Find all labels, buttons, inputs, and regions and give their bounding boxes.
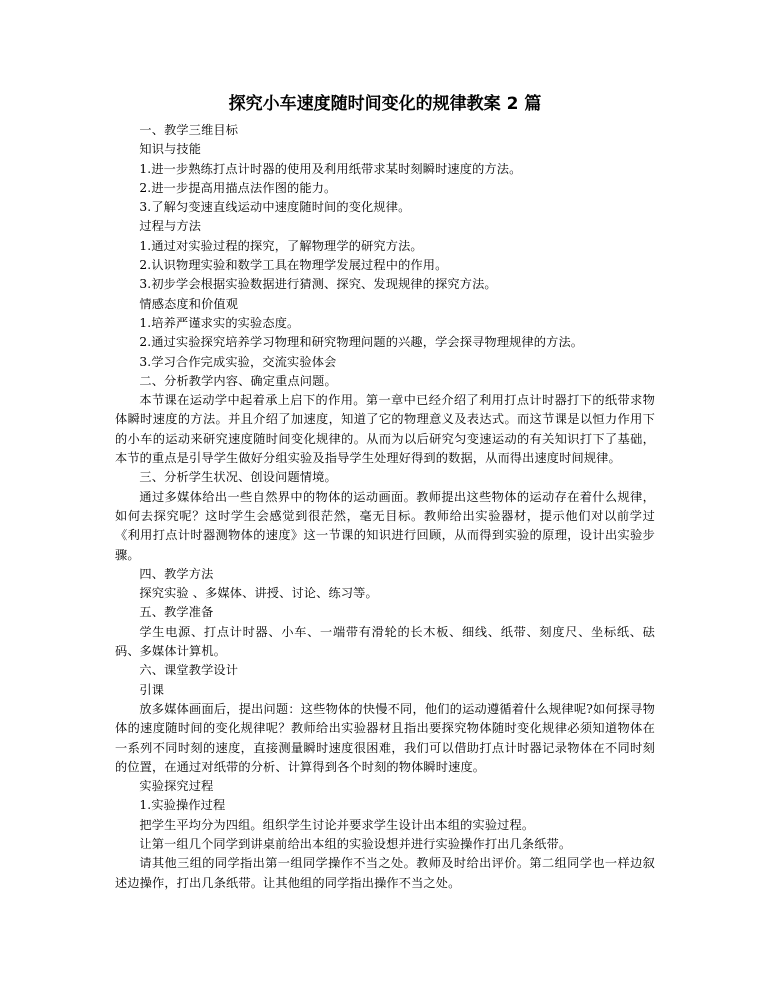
document-body <box>115 121 655 893</box>
paragraph: 让第一组几个同学到讲桌前给出本组的实验设想并进行实验操作打出几条纸带。 <box>139 836 572 851</box>
paragraph: 2.通过实验探究培养学习物理和研究物理问题的兴趣，学会探寻物理规律的方法。 <box>139 335 584 350</box>
paragraph: 引课 <box>139 682 165 697</box>
paragraph: 放多媒体画面后，提出问题：这些物体的快慢不同，他们的运动遵循着什么规律呢?如何探寻物体的速度随时间的变化规律呢？教师给出实验器材且指出要探究物体随时变化规律必须知道物体在一系列不同时刻的速度，直接测量瞬时速度很困难，我们可以借助打点计时器记录物体在不同时刻的位置，在通过对纸带的分析、计算得到各个时刻的物体瞬时速度。 <box>115 701 655 774</box>
document-title: 探究小车速度随时间变化的规律教案 2 篇 <box>228 94 542 114</box>
paragraph: 学生电源、打点计时器、小车、一端带有滑轮的长木板、细线、纸带、刻度尺、坐标纸、砝码、多媒体计算机。 <box>115 624 655 659</box>
paragraph: 通过多媒体给出一些自然界中的物体的运动画面。教师提出这些物体的运动存在着什么规律，如何去探究呢？这时学生会感觉到很茫然，毫无目标。教师给出实验器材，提示他们对以前学过《利用打点计时器测物体的速度》这一节课的知识进行回顾，从而得到实验的原理，设计出实验步骤。 <box>115 489 655 562</box>
paragraph: 1.通过对实验过程的探究，了解物理学的研究方法。 <box>139 238 423 253</box>
paragraph: 3.初步学会根据实验数据进行猜测、探究、发现规律的探究方法。 <box>139 277 497 292</box>
paragraph: 1.培养严谨求实的实验态度。 <box>139 315 300 330</box>
paragraph: 2.认识物理实验和数学工具在物理学发展过程中的作用。 <box>139 258 448 273</box>
paragraph: 知识与技能 <box>139 142 202 157</box>
paragraph: 本节课在运动学中起着承上启下的作用。第一章中已经介绍了利用打点计时器打下的纸带求物体瞬时速度的方法。并且介绍了加速度，知道了它的物理意义及表达式。而这节课是以恒力作用下的小车的运动来研究速度随时间变化规律的。从而为以后研究匀变速运动的有关知识打下了基础，本节的重点是引导学生做好分组实验及指导学生处理好得到的数据，从而得出速度时间规律。 <box>115 393 655 466</box>
paragraph: 情感态度和价值观 <box>139 296 239 311</box>
paragraph: 3.了解匀变速直线运动中速度随时间的变化规律。 <box>139 200 411 215</box>
paragraph: 实验探究过程 <box>139 779 214 794</box>
paragraph: 探究实验 、多媒体、讲授、讨论、练习等。 <box>139 586 378 601</box>
paragraph: 过程与方法 <box>139 219 202 234</box>
paragraph: 三、分析学生状况、创设问题情境。 <box>139 470 337 485</box>
paragraph: 六、课堂教学设计 <box>139 663 239 678</box>
paragraph: 1.实验操作过程 <box>139 798 226 813</box>
paragraph: 四、教学方法 <box>139 566 214 581</box>
paragraph: 3.学习合作完成实验，交流实验体会 <box>139 354 337 369</box>
document-page <box>115 93 655 893</box>
paragraph: 2.进一步提高用描点法作图的能力。 <box>139 180 337 195</box>
paragraph: 1.进一步熟练打点计时器的使用及利用纸带求某时刻瞬时速度的方法。 <box>139 161 522 176</box>
paragraph: 把学生平均分为四组。组织学生讨论并要求学生设计出本组的实验过程。 <box>139 817 535 832</box>
paragraph: 一、教学三维目标 <box>139 123 239 137</box>
paragraph: 五、教学准备 <box>139 605 214 620</box>
paragraph: 二、分析教学内容、确定重点问题。 <box>139 373 337 388</box>
paragraph: 请其他三组的同学指出第一组同学操作不当之处。教师及时给出评价。第二组同学也一样边叙述边操作，打出几条纸带。让其他组的同学指出操作不当之处。 <box>115 856 655 890</box>
